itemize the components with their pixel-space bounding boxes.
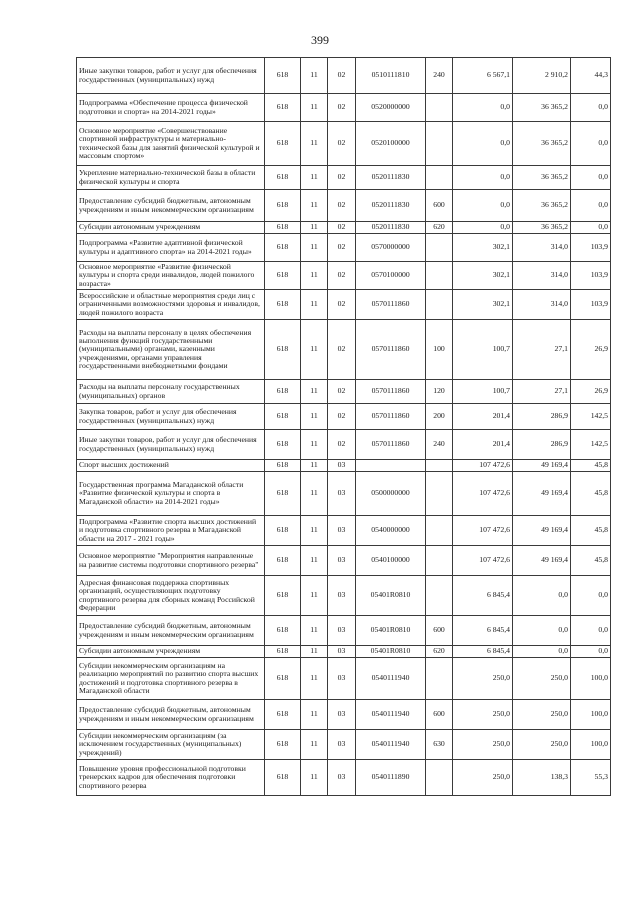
subsection-code-cell: 02 <box>328 122 356 166</box>
expense-type-code-cell <box>426 262 453 290</box>
expense-name-cell: Предоставление субсидий бюджетным, автономным учреждениям и иным некоммерческим организациям <box>77 616 265 646</box>
target-article-code-cell: 05401R0810 <box>356 646 426 658</box>
department-code-cell: 618 <box>265 380 301 404</box>
department-code-cell: 618 <box>265 576 301 616</box>
expense-type-code-cell <box>426 472 453 516</box>
expense-type-code-cell: 630 <box>426 730 453 760</box>
execution-percent-cell: 100,0 <box>571 730 611 760</box>
target-article-code-cell: 0570111860 <box>356 290 426 320</box>
execution-percent-cell: 100,0 <box>571 700 611 730</box>
planned-amount-cell: 6 845,4 <box>453 646 513 658</box>
execution-percent-cell: 26,9 <box>571 380 611 404</box>
expense-type-code-cell <box>426 546 453 576</box>
section-code-cell: 11 <box>301 460 328 472</box>
target-article-code-cell: 0540111890 <box>356 760 426 796</box>
target-article-code-cell: 0520111830 <box>356 222 426 234</box>
executed-amount-cell: 27,1 <box>513 320 571 380</box>
subsection-code-cell: 03 <box>328 516 356 546</box>
subsection-code-cell: 02 <box>328 320 356 380</box>
section-code-cell: 11 <box>301 700 328 730</box>
planned-amount-cell: 302,1 <box>453 290 513 320</box>
planned-amount-cell: 6 845,4 <box>453 616 513 646</box>
table-row <box>77 122 611 166</box>
expense-type-code-cell <box>426 290 453 320</box>
execution-percent-cell: 45,8 <box>571 516 611 546</box>
table-row <box>77 58 611 94</box>
section-code-cell: 11 <box>301 472 328 516</box>
target-article-code-cell: 0520111830 <box>356 190 426 222</box>
table-row <box>77 616 611 646</box>
planned-amount-cell: 250,0 <box>453 700 513 730</box>
expense-type-code-cell <box>426 576 453 616</box>
target-article-code-cell: 0500000000 <box>356 472 426 516</box>
section-code-cell: 11 <box>301 94 328 122</box>
subsection-code-cell: 03 <box>328 646 356 658</box>
expense-name-cell: Спорт высших достижений <box>77 460 265 472</box>
table-row <box>77 700 611 730</box>
department-code-cell: 618 <box>265 94 301 122</box>
planned-amount-cell: 6 845,4 <box>453 576 513 616</box>
section-code-cell: 11 <box>301 234 328 262</box>
executed-amount-cell: 27,1 <box>513 380 571 404</box>
expense-name-cell: Субсидии автономным учреждениям <box>77 222 265 234</box>
expense-name-cell: Иные закупки товаров, работ и услуг для обеспечения государственных (муниципальных) нужд <box>77 58 265 94</box>
table-row <box>77 546 611 576</box>
table-row <box>77 760 611 796</box>
executed-amount-cell: 36 365,2 <box>513 222 571 234</box>
planned-amount-cell: 0,0 <box>453 122 513 166</box>
section-code-cell: 11 <box>301 576 328 616</box>
section-code-cell: 11 <box>301 516 328 546</box>
execution-percent-cell: 0,0 <box>571 576 611 616</box>
executed-amount-cell: 286,9 <box>513 404 571 430</box>
expense-name-cell: Расходы на выплаты персоналу государственных (муниципальных) органов <box>77 380 265 404</box>
expense-name-cell: Предоставление субсидий бюджетным, автономным учреждениям и иным некоммерческим организациям <box>77 190 265 222</box>
section-code-cell: 11 <box>301 222 328 234</box>
executed-amount-cell: 36 365,2 <box>513 94 571 122</box>
expense-name-cell: Подпрограмма «Развитие спорта высших достижений и подготовка спортивного резерва в Магаданской области на 2017 - 2021 годы» <box>77 516 265 546</box>
department-code-cell: 618 <box>265 700 301 730</box>
table-row <box>77 234 611 262</box>
department-code-cell: 618 <box>265 472 301 516</box>
executed-amount-cell: 36 365,2 <box>513 166 571 190</box>
expense-name-cell: Основное мероприятие «Развитие физической культуры и спорта среди инвалидов, людей пожилого возраста» <box>77 262 265 290</box>
expense-type-code-cell <box>426 94 453 122</box>
expense-name-cell: Укрепление материально-технической базы в области физической культуры и спорта <box>77 166 265 190</box>
executed-amount-cell: 49 169,4 <box>513 472 571 516</box>
expense-name-cell: Закупка товаров, работ и услуг для обеспечения государственных (муниципальных) нужд <box>77 404 265 430</box>
executed-amount-cell: 314,0 <box>513 234 571 262</box>
department-code-cell: 618 <box>265 658 301 700</box>
expense-name-cell: Подпрограмма «Развитие адаптивной физической культуры и адаптивного спорта» на 2014-2021 годы» <box>77 234 265 262</box>
section-code-cell: 11 <box>301 166 328 190</box>
target-article-code-cell: 0540111940 <box>356 658 426 700</box>
planned-amount-cell: 0,0 <box>453 94 513 122</box>
table-row <box>77 222 611 234</box>
expense-type-code-cell <box>426 122 453 166</box>
expense-type-code-cell: 200 <box>426 404 453 430</box>
table-row <box>77 190 611 222</box>
table-row <box>77 290 611 320</box>
expense-name-cell: Всероссийские и областные мероприятия среди лиц с ограниченными возможностями здоровья и инвалидов, людей пожилого возраста <box>77 290 265 320</box>
table-row <box>77 94 611 122</box>
table-row <box>77 380 611 404</box>
section-code-cell: 11 <box>301 404 328 430</box>
execution-percent-cell: 0,0 <box>571 616 611 646</box>
expense-name-cell: Подпрограмма «Обеспечение процесса физической подготовки и спорта» на 2014-2021 годы» <box>77 94 265 122</box>
section-code-cell: 11 <box>301 262 328 290</box>
expense-name-cell: Государственная программа Магаданской области «Развитие физической культуры и спорта в Магаданской области» на 2014-2021 годы» <box>77 472 265 516</box>
expense-name-cell: Предоставление субсидий бюджетным, автономным учреждениям и иным некоммерческим организациям <box>77 700 265 730</box>
subsection-code-cell: 03 <box>328 658 356 700</box>
subsection-code-cell: 03 <box>328 700 356 730</box>
department-code-cell: 618 <box>265 222 301 234</box>
execution-percent-cell: 103,9 <box>571 234 611 262</box>
expense-name-cell: Субсидии некоммерческим организациям (за исключением государственных (муниципальных) учреждений) <box>77 730 265 760</box>
expense-type-code-cell: 620 <box>426 222 453 234</box>
department-code-cell: 618 <box>265 616 301 646</box>
department-code-cell: 618 <box>265 460 301 472</box>
department-code-cell: 618 <box>265 730 301 760</box>
expense-type-code-cell <box>426 516 453 546</box>
section-code-cell: 11 <box>301 430 328 460</box>
expense-type-code-cell <box>426 166 453 190</box>
table-row <box>77 658 611 700</box>
executed-amount-cell: 286,9 <box>513 430 571 460</box>
subsection-code-cell: 03 <box>328 616 356 646</box>
planned-amount-cell: 250,0 <box>453 760 513 796</box>
section-code-cell: 11 <box>301 58 328 94</box>
table-row <box>77 166 611 190</box>
subsection-code-cell: 02 <box>328 94 356 122</box>
subsection-code-cell: 02 <box>328 290 356 320</box>
table-row <box>77 430 611 460</box>
expense-name-cell: Адресная финансовая поддержка спортивных организаций, осуществляющих подготовку спортивного резерва для сборных команд Российской Федерации <box>77 576 265 616</box>
planned-amount-cell: 250,0 <box>453 730 513 760</box>
expense-type-code-cell: 100 <box>426 320 453 380</box>
executed-amount-cell: 0,0 <box>513 616 571 646</box>
table-row <box>77 404 611 430</box>
target-article-code-cell: 0540100000 <box>356 546 426 576</box>
planned-amount-cell: 0,0 <box>453 222 513 234</box>
executed-amount-cell: 49 169,4 <box>513 516 571 546</box>
subsection-code-cell: 03 <box>328 760 356 796</box>
department-code-cell: 618 <box>265 262 301 290</box>
execution-percent-cell: 0,0 <box>571 646 611 658</box>
target-article-code-cell: 05401R0810 <box>356 616 426 646</box>
executed-amount-cell: 250,0 <box>513 730 571 760</box>
planned-amount-cell: 6 567,1 <box>453 58 513 94</box>
planned-amount-cell: 201,4 <box>453 404 513 430</box>
subsection-code-cell: 02 <box>328 234 356 262</box>
execution-percent-cell: 26,9 <box>571 320 611 380</box>
executed-amount-cell: 2 910,2 <box>513 58 571 94</box>
expense-name-cell: Расходы на выплаты персоналу в целях обеспечения выполнения функций государственными (муниципальными) органами, казенными учреждениями, органами управления государственными внебюджетными фондами <box>77 320 265 380</box>
planned-amount-cell: 302,1 <box>453 262 513 290</box>
expense-type-code-cell: 240 <box>426 58 453 94</box>
target-article-code-cell: 0570100000 <box>356 262 426 290</box>
department-code-cell: 618 <box>265 516 301 546</box>
target-article-code-cell: 0570111860 <box>356 404 426 430</box>
section-code-cell: 11 <box>301 190 328 222</box>
subsection-code-cell: 02 <box>328 262 356 290</box>
target-article-code-cell: 0520111830 <box>356 166 426 190</box>
table-row <box>77 472 611 516</box>
department-code-cell: 618 <box>265 404 301 430</box>
expense-name-cell: Основное мероприятие «Совершенствование спортивной инфраструктуры и материально-технической базы для занятий физической культурой и массовым спортом» <box>77 122 265 166</box>
table-row <box>77 320 611 380</box>
executed-amount-cell: 314,0 <box>513 262 571 290</box>
budget-table <box>76 57 611 796</box>
execution-percent-cell: 142,5 <box>571 430 611 460</box>
expense-type-code-cell: 120 <box>426 380 453 404</box>
expense-name-cell: Основное мероприятие "Мероприятия направленные на развитие системы подготовки спортивного резерва" <box>77 546 265 576</box>
execution-percent-cell: 0,0 <box>571 166 611 190</box>
section-code-cell: 11 <box>301 646 328 658</box>
subsection-code-cell: 02 <box>328 190 356 222</box>
target-article-code-cell: 0510111810 <box>356 58 426 94</box>
execution-percent-cell: 0,0 <box>571 222 611 234</box>
execution-percent-cell: 55,3 <box>571 760 611 796</box>
department-code-cell: 618 <box>265 546 301 576</box>
target-article-code-cell: 0540111940 <box>356 700 426 730</box>
expense-type-code-cell <box>426 234 453 262</box>
table-row <box>77 730 611 760</box>
target-article-code-cell: 0520100000 <box>356 122 426 166</box>
subsection-code-cell: 03 <box>328 460 356 472</box>
table-row <box>77 646 611 658</box>
section-code-cell: 11 <box>301 290 328 320</box>
executed-amount-cell: 36 365,2 <box>513 190 571 222</box>
subsection-code-cell: 02 <box>328 222 356 234</box>
expense-type-code-cell <box>426 460 453 472</box>
subsection-code-cell: 03 <box>328 546 356 576</box>
target-article-code-cell <box>356 460 426 472</box>
planned-amount-cell: 107 472,6 <box>453 546 513 576</box>
subsection-code-cell: 02 <box>328 166 356 190</box>
section-code-cell: 11 <box>301 320 328 380</box>
department-code-cell: 618 <box>265 646 301 658</box>
section-code-cell: 11 <box>301 760 328 796</box>
department-code-cell: 618 <box>265 760 301 796</box>
department-code-cell: 618 <box>265 58 301 94</box>
execution-percent-cell: 45,8 <box>571 472 611 516</box>
executed-amount-cell: 314,0 <box>513 290 571 320</box>
planned-amount-cell: 107 472,6 <box>453 516 513 546</box>
section-code-cell: 11 <box>301 616 328 646</box>
expense-type-code-cell: 600 <box>426 616 453 646</box>
department-code-cell: 618 <box>265 290 301 320</box>
department-code-cell: 618 <box>265 430 301 460</box>
department-code-cell: 618 <box>265 122 301 166</box>
expense-name-cell: Субсидии автономным учреждениям <box>77 646 265 658</box>
table-row <box>77 516 611 546</box>
target-article-code-cell: 0570000000 <box>356 234 426 262</box>
execution-percent-cell: 0,0 <box>571 94 611 122</box>
table-row <box>77 460 611 472</box>
executed-amount-cell: 0,0 <box>513 646 571 658</box>
expense-type-code-cell: 240 <box>426 430 453 460</box>
executed-amount-cell: 36 365,2 <box>513 122 571 166</box>
execution-percent-cell: 45,8 <box>571 460 611 472</box>
execution-percent-cell: 44,3 <box>571 58 611 94</box>
target-article-code-cell: 0520000000 <box>356 94 426 122</box>
execution-percent-cell: 0,0 <box>571 190 611 222</box>
section-code-cell: 11 <box>301 730 328 760</box>
expense-name-cell: Повышение уровня профессиональной подготовки тренерских кадров для обеспечения подготовки спортивного резерва <box>77 760 265 796</box>
expense-type-code-cell: 600 <box>426 700 453 730</box>
target-article-code-cell: 0540111940 <box>356 730 426 760</box>
execution-percent-cell: 0,0 <box>571 122 611 166</box>
planned-amount-cell: 250,0 <box>453 658 513 700</box>
execution-percent-cell: 142,5 <box>571 404 611 430</box>
table-row <box>77 576 611 616</box>
execution-percent-cell: 103,9 <box>571 290 611 320</box>
target-article-code-cell: 0570111860 <box>356 430 426 460</box>
target-article-code-cell: 0570111860 <box>356 380 426 404</box>
subsection-code-cell: 03 <box>328 472 356 516</box>
expense-name-cell: Иные закупки товаров, работ и услуг для обеспечения государственных (муниципальных) нужд <box>77 430 265 460</box>
planned-amount-cell: 100,7 <box>453 380 513 404</box>
execution-percent-cell: 45,8 <box>571 546 611 576</box>
planned-amount-cell: 107 472,6 <box>453 472 513 516</box>
expense-type-code-cell <box>426 760 453 796</box>
expense-type-code-cell: 620 <box>426 646 453 658</box>
target-article-code-cell: 05401R0810 <box>356 576 426 616</box>
budget-table-body <box>77 58 611 796</box>
executed-amount-cell: 138,3 <box>513 760 571 796</box>
page-number: 399 <box>311 33 329 47</box>
planned-amount-cell: 100,7 <box>453 320 513 380</box>
table-row <box>77 262 611 290</box>
department-code-cell: 618 <box>265 234 301 262</box>
subsection-code-cell: 02 <box>328 58 356 94</box>
target-article-code-cell: 0540000000 <box>356 516 426 546</box>
executed-amount-cell: 250,0 <box>513 700 571 730</box>
expense-name-cell: Субсидии некоммерческим организациям на реализацию мероприятий по развитию спорта высших достижений и подготовка спортивного резерва в Магаданской области <box>77 658 265 700</box>
section-code-cell: 11 <box>301 658 328 700</box>
section-code-cell: 11 <box>301 122 328 166</box>
department-code-cell: 618 <box>265 190 301 222</box>
executed-amount-cell: 49 169,4 <box>513 546 571 576</box>
executed-amount-cell: 250,0 <box>513 658 571 700</box>
expense-type-code-cell: 600 <box>426 190 453 222</box>
planned-amount-cell: 0,0 <box>453 166 513 190</box>
planned-amount-cell: 107 472,6 <box>453 460 513 472</box>
subsection-code-cell: 02 <box>328 404 356 430</box>
execution-percent-cell: 100,0 <box>571 658 611 700</box>
section-code-cell: 11 <box>301 546 328 576</box>
executed-amount-cell: 0,0 <box>513 576 571 616</box>
subsection-code-cell: 02 <box>328 430 356 460</box>
subsection-code-cell: 03 <box>328 730 356 760</box>
execution-percent-cell: 103,9 <box>571 262 611 290</box>
planned-amount-cell: 302,1 <box>453 234 513 262</box>
target-article-code-cell: 0570111860 <box>356 320 426 380</box>
department-code-cell: 618 <box>265 320 301 380</box>
executed-amount-cell: 49 169,4 <box>513 460 571 472</box>
department-code-cell: 618 <box>265 166 301 190</box>
subsection-code-cell: 03 <box>328 576 356 616</box>
section-code-cell: 11 <box>301 380 328 404</box>
expense-type-code-cell <box>426 658 453 700</box>
planned-amount-cell: 201,4 <box>453 430 513 460</box>
planned-amount-cell: 0,0 <box>453 190 513 222</box>
subsection-code-cell: 02 <box>328 380 356 404</box>
